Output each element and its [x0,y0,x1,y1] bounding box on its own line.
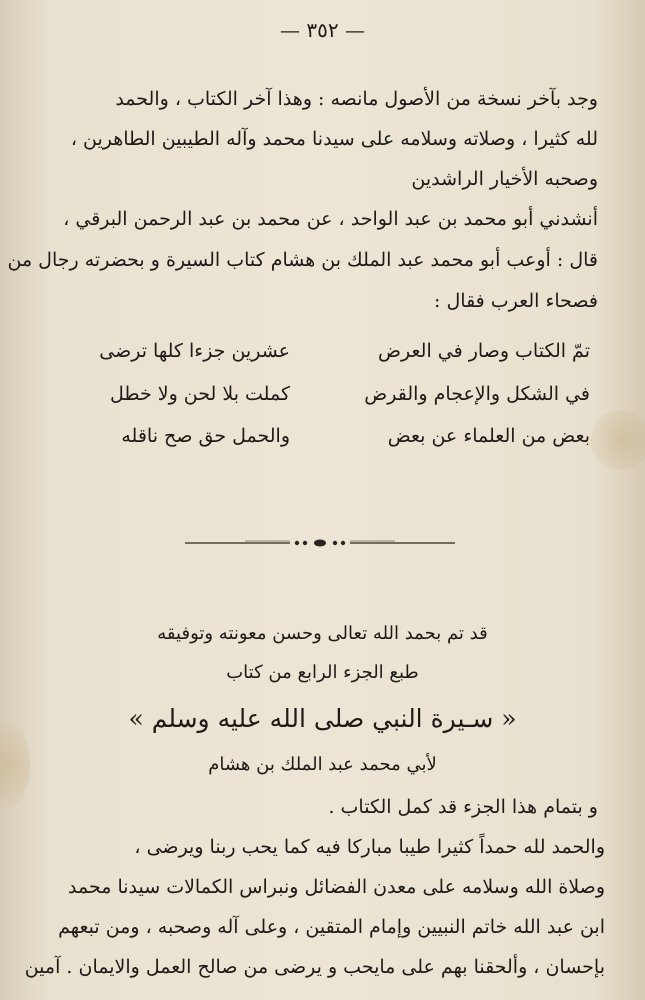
text-line: والحمد لله حمداً كثيرا طيبا مباركا فيه كما يحب ربنا ويرضى ، [134,836,605,858]
poem-verse [30,340,590,370]
paper-stain [590,410,645,470]
poem-hemistich-first: تمّ الكتاب وصار في العرض [378,340,590,362]
text-line: بإحسان ، وألحقنا بهم على مايحب و يرضى من صالح العمل والايمان . آمين [24,956,605,978]
colophon-line: طبع الجزء الرابع من كتاب [226,662,419,683]
book-title: « سـيرة النبي صلى الله عليه وسلم » [128,704,517,733]
poem-verse [30,383,590,413]
text-line: وصلاة الله وسلامه على معدن الفضائل ونبراس الكمالات سيدنا محمد [68,876,605,898]
text-line: فصحاء العرب فقال : [434,290,598,312]
text-line: قال : أوعب أبو محمد عبد الملك بن هشام كتاب السيرة و بحضرته رجال من [7,249,598,271]
poem-hemistich-first: بعض من العلماء عن بعض [387,425,590,447]
ornamental-divider [185,538,455,548]
poem-verse [30,425,590,455]
text-line: أنشدني أبو محمد بن عبد الواحد ، عن محمد بن عبد الرحمن البرقي ، [63,208,598,230]
poem-hemistich-first: في الشكل والإعجام والقرض [364,383,590,405]
text-line: و بتمام هذا الجزء قد كمل الكتاب . [328,796,598,818]
author-line: لأبي محمد عبد الملك بن هشام [208,754,437,775]
text-line: لله كثيرا ، وصلاته وسلامه على سيدنا محمد وآله الطيبين الطاهرين ، [70,128,598,150]
colophon-line: قد تم بحمد الله تعالى وحسن معونته وتوفيقه [157,623,488,644]
page-number: — ٣٥٢ — [280,18,365,42]
text-line: وصحبه الأخيار الراشدين [411,168,598,190]
poem-hemistich-second: كملت بلا لحن ولا خطل [109,383,290,405]
poem-hemistich-second: عشرين جزءا كلها ترضى [99,340,290,362]
text-line: ابن عبد الله خاتم النبيين وإمام المتقين ، وعلى آله وصحبه ، ومن تبعهم [58,916,605,938]
poem-hemistich-second: والحمل حق صح ناقله [121,425,290,447]
text-line: وجد بآخر نسخة من الأصول مانصه : وهذا آخر الكتاب ، والحمد [115,88,598,110]
